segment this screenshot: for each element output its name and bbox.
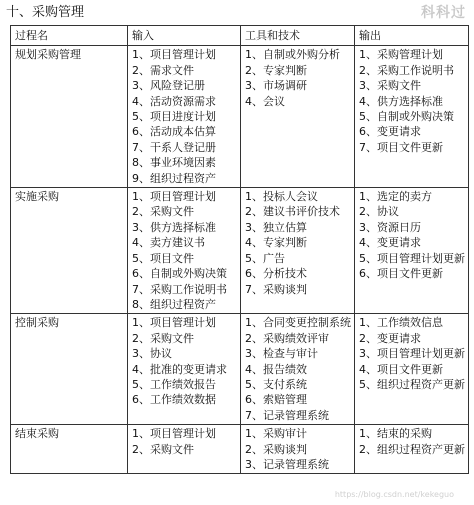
process-name-cell: 规划采购管理 bbox=[11, 46, 128, 188]
tool-list-item: 5、广告 bbox=[245, 251, 285, 265]
input-list-item: 5、项目进度计划 bbox=[132, 110, 216, 124]
tool-list-item: 3、独立估算 bbox=[245, 220, 307, 234]
tool-list-item: 7、采购谈判 bbox=[245, 282, 307, 296]
header-inputs: 输入 bbox=[128, 26, 241, 46]
tool-list-item: 2、专家判断 bbox=[245, 63, 307, 77]
output-list-item: 2、采购工作说明书 bbox=[359, 63, 454, 77]
table-row-close-procurement bbox=[11, 425, 469, 474]
tool-list-item: 3、检查与审计 bbox=[245, 347, 318, 361]
tool-list-item: 5、支付系统 bbox=[245, 377, 307, 391]
header-outputs: 输出 bbox=[355, 26, 469, 46]
input-list-item: 2、需求文件 bbox=[132, 63, 194, 77]
tool-list-cell bbox=[241, 314, 355, 425]
input-list-item: 4、批准的变更请求 bbox=[132, 362, 227, 376]
output-list-item: 4、项目文件更新 bbox=[359, 362, 443, 376]
input-list-item: 3、供方选择标准 bbox=[132, 220, 216, 234]
input-list-item: 5、项目文件 bbox=[132, 251, 194, 265]
table-row-conduct-procurement bbox=[11, 188, 469, 314]
output-list-item: 5、项目管理计划更新 bbox=[359, 251, 465, 265]
input-list-item: 1、项目管理计划 bbox=[132, 48, 216, 62]
input-list-item: 7、采购工作说明书 bbox=[132, 282, 227, 296]
input-list-item: 9、组织过程资产 bbox=[132, 171, 216, 185]
tool-list-item: 6、索赔管理 bbox=[245, 393, 307, 407]
process-name-cell: 控制采购 bbox=[11, 314, 128, 425]
output-list-item: 1、选定的卖方 bbox=[359, 190, 432, 204]
process-name-cell: 实施采购 bbox=[11, 188, 128, 314]
tool-list-item: 2、采购绩效评审 bbox=[245, 331, 329, 345]
input-list-item: 2、采购文件 bbox=[132, 331, 194, 345]
tool-list-item: 4、会议 bbox=[245, 94, 285, 108]
input-list-item: 6、活动成本估算 bbox=[132, 125, 216, 139]
input-list-item: 4、活动资源需求 bbox=[132, 94, 216, 108]
input-list-cell bbox=[128, 46, 241, 188]
input-list-item: 7、干系人登记册 bbox=[132, 140, 216, 154]
table-body bbox=[11, 46, 469, 474]
output-list-cell bbox=[355, 314, 469, 425]
tool-list-item: 1、采购审计 bbox=[245, 427, 307, 441]
output-list-item: 5、组织过程资产更新 bbox=[359, 377, 465, 391]
input-list-item: 8、事业环境因素 bbox=[132, 156, 216, 170]
table-row-plan-procurement bbox=[11, 46, 469, 188]
output-list-item: 4、供方选择标准 bbox=[359, 94, 443, 108]
tool-list-item: 3、记录管理系统 bbox=[245, 457, 329, 471]
input-list-item: 1、项目管理计划 bbox=[132, 427, 216, 441]
output-list-item: 1、结束的采购 bbox=[359, 427, 432, 441]
table-header-row bbox=[11, 26, 469, 46]
tool-list-cell bbox=[241, 188, 355, 314]
input-list-item: 1、项目管理计划 bbox=[132, 316, 216, 330]
input-list-item: 6、工作绩效数据 bbox=[132, 393, 216, 407]
output-list-cell bbox=[355, 46, 469, 188]
output-list-item: 5、自制或外购决策 bbox=[359, 110, 454, 124]
tool-list-item: 1、自制或外购分析 bbox=[245, 48, 340, 62]
tool-list-item: 2、采购谈判 bbox=[245, 442, 307, 456]
tool-list-item: 1、投标人会议 bbox=[245, 190, 318, 204]
output-list-cell bbox=[355, 425, 469, 474]
output-list-item: 2、变更请求 bbox=[359, 331, 421, 345]
output-list-item: 4、变更请求 bbox=[359, 236, 421, 250]
output-list-item: 3、项目管理计划更新 bbox=[359, 347, 465, 361]
input-list-item: 1、项目管理计划 bbox=[132, 190, 216, 204]
output-list-item: 3、资源日历 bbox=[359, 220, 421, 234]
output-list-item: 2、组织过程资产更新 bbox=[359, 442, 465, 456]
header-process: 过程名 bbox=[11, 26, 128, 46]
section-title: 十、采购管理 bbox=[6, 5, 85, 20]
tool-list-item: 3、市场调研 bbox=[245, 79, 307, 93]
input-list-cell bbox=[128, 425, 241, 474]
input-list-item: 2、采购文件 bbox=[132, 205, 194, 219]
output-list-item: 6、变更请求 bbox=[359, 125, 421, 139]
output-list-item: 6、项目文件更新 bbox=[359, 267, 443, 281]
input-list-cell bbox=[128, 188, 241, 314]
input-list-cell bbox=[128, 314, 241, 425]
tool-list-item: 6、分析技术 bbox=[245, 267, 307, 281]
input-list-item: 2、采购文件 bbox=[132, 442, 194, 456]
output-list-item: 3、采购文件 bbox=[359, 79, 421, 93]
input-list-item: 4、卖方建议书 bbox=[132, 236, 205, 250]
output-list-item: 1、采购管理计划 bbox=[359, 48, 443, 62]
output-list-cell bbox=[355, 188, 469, 314]
procurement-table bbox=[10, 25, 469, 474]
footer-watermark: https://blog.csdn.net/kekeguo bbox=[334, 490, 454, 499]
tool-list-item: 7、记录管理系统 bbox=[245, 408, 329, 422]
input-list-item: 5、工作绩效报告 bbox=[132, 377, 216, 391]
input-list-item: 3、风险登记册 bbox=[132, 79, 205, 93]
table-row-control-procurement bbox=[11, 314, 469, 425]
tool-list-item: 4、报告绩效 bbox=[245, 362, 307, 376]
input-list-item: 6、自制或外购决策 bbox=[132, 267, 227, 281]
tool-list-item: 1、合同变更控制系统 bbox=[245, 316, 351, 330]
tool-list-cell bbox=[241, 46, 355, 188]
tool-list-cell bbox=[241, 425, 355, 474]
tool-list-item: 2、建议书评价技术 bbox=[245, 205, 340, 219]
input-list-item: 8、组织过程资产 bbox=[132, 297, 216, 311]
tool-list-item: 4、专家判断 bbox=[245, 236, 307, 250]
output-list-item: 2、协议 bbox=[359, 205, 399, 219]
input-list-item: 3、协议 bbox=[132, 347, 172, 361]
process-name-cell: 结束采购 bbox=[11, 425, 128, 474]
output-list-item: 1、工作绩效信息 bbox=[359, 316, 443, 330]
header-tools: 工具和技术 bbox=[241, 26, 355, 46]
watermark-logo: 科科过 bbox=[421, 5, 466, 21]
output-list-item: 7、项目文件更新 bbox=[359, 140, 443, 154]
